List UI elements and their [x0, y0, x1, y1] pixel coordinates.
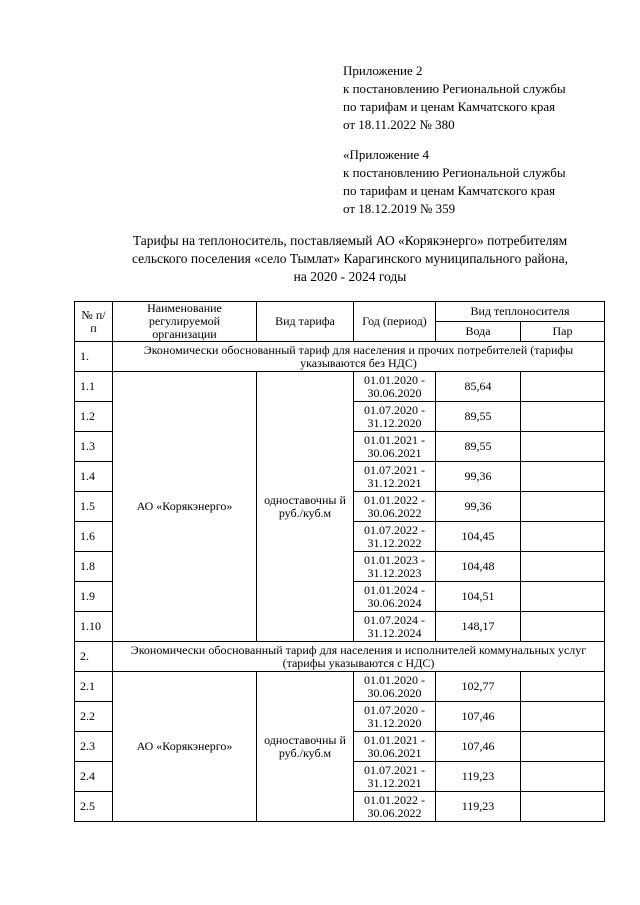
row-num: 2.5 — [75, 792, 113, 822]
period-to: 31.12.2023 — [367, 565, 422, 580]
steam-tariff — [521, 522, 605, 552]
period-to: 31.12.2022 — [367, 535, 422, 550]
period-to: 30.06.2022 — [367, 805, 422, 820]
steam-tariff — [521, 672, 605, 702]
steam-tariff — [521, 732, 605, 762]
row-num: 2.2 — [75, 702, 113, 732]
steam-tariff — [521, 612, 605, 642]
row-num: 1.1 — [75, 372, 113, 402]
appendix-original-line: по тарифам и ценам Камчатского края — [343, 183, 556, 198]
water-tariff: 148,17 — [436, 612, 521, 642]
water-tariff: 107,46 — [436, 732, 521, 762]
section-num: 2. — [75, 642, 113, 672]
period-from: 01.01.2020 - — [364, 672, 425, 687]
period-to: 30.06.2024 — [367, 595, 422, 610]
header-organization: Наименование регулируемой организации — [113, 302, 257, 342]
water-tariff: 107,46 — [436, 702, 521, 732]
period-cell — [354, 432, 436, 462]
water-tariff: 119,23 — [436, 762, 521, 792]
appendix-current-line: Приложение 2 — [343, 63, 423, 78]
organization-name: АО «Корякэнерго» — [113, 372, 257, 642]
period-from: 01.01.2020 - — [364, 372, 425, 387]
header-period: Год (период) — [354, 302, 436, 342]
period-to: 30.06.2022 — [367, 505, 422, 520]
period-cell — [354, 552, 436, 582]
title-line: на 2020 - 2024 годы — [293, 269, 407, 284]
row-num: 2.4 — [75, 762, 113, 792]
header-steam: Пар — [521, 322, 605, 342]
appendix-current-line: от 18.11.2022 № 380 — [343, 117, 455, 132]
period-cell — [354, 492, 436, 522]
steam-tariff — [521, 372, 605, 402]
title-line: Тарифы на теплоноситель, поставляемый АО «Корякэнерго» потребителям — [132, 233, 568, 248]
period-from: 01.01.2021 - — [364, 732, 425, 747]
row-num: 2.1 — [75, 672, 113, 702]
steam-tariff — [521, 402, 605, 432]
period-to: 30.06.2020 — [367, 385, 422, 400]
period-cell — [354, 372, 436, 402]
row-num: 1.9 — [75, 582, 113, 612]
appendix-original-line: к постановлению Региональной службы — [343, 165, 566, 180]
water-tariff: 89,55 — [436, 432, 521, 462]
steam-tariff — [521, 762, 605, 792]
period-cell — [354, 702, 436, 732]
section-header-row — [75, 342, 605, 372]
period-to: 31.12.2024 — [367, 625, 422, 640]
title-line: сельского поселения «село Тымлат» Карагинского муниципального района, — [131, 251, 569, 266]
row-num: 1.3 — [75, 432, 113, 462]
table-row — [75, 672, 605, 702]
row-num: 2.3 — [75, 732, 113, 762]
water-tariff: 99,36 — [436, 492, 521, 522]
water-tariff: 102,77 — [436, 672, 521, 702]
water-tariff: 85,64 — [436, 372, 521, 402]
period-cell — [354, 612, 436, 642]
period-from: 01.07.2022 - — [364, 522, 425, 537]
period-to: 31.12.2021 — [367, 475, 422, 490]
header-num: № п/п — [75, 302, 113, 342]
period-to: 30.06.2020 — [367, 685, 422, 700]
steam-tariff — [521, 792, 605, 822]
period-from: 01.07.2021 - — [364, 762, 425, 777]
appendix-original-line: от 18.12.2019 № 359 — [343, 201, 456, 216]
document-title — [60, 232, 640, 286]
section-title: Экономически обоснованный тариф для населения и исполнителей коммунальных услуг (тарифы указываются с НДС) — [113, 642, 605, 672]
steam-tariff — [521, 702, 605, 732]
period-to: 31.12.2021 — [367, 775, 422, 790]
period-from: 01.01.2024 - — [364, 582, 425, 597]
tariff-type: одноставочны й руб./куб.м — [257, 372, 354, 642]
period-cell — [354, 732, 436, 762]
appendix-current-line: к постановлению Региональной службы — [343, 81, 566, 96]
row-num: 1.2 — [75, 402, 113, 432]
steam-tariff — [521, 552, 605, 582]
header-water: Вода — [436, 322, 521, 342]
period-cell — [354, 762, 436, 792]
period-cell — [354, 462, 436, 492]
row-num: 1.5 — [75, 492, 113, 522]
appendix-current — [343, 62, 566, 134]
header-carrier: Вид теплоносителя — [436, 302, 605, 322]
water-tariff: 89,55 — [436, 402, 521, 432]
period-cell — [354, 672, 436, 702]
period-cell — [354, 792, 436, 822]
period-to: 31.12.2020 — [367, 415, 422, 430]
period-from: 01.07.2020 - — [364, 402, 425, 417]
water-tariff: 104,48 — [436, 552, 521, 582]
steam-tariff — [521, 492, 605, 522]
tariff-type: одноставочны й руб./куб.м — [257, 672, 354, 822]
period-to: 30.06.2021 — [367, 745, 422, 760]
row-num: 1.6 — [75, 522, 113, 552]
tariff-table — [74, 301, 605, 822]
period-from: 01.01.2023 - — [364, 552, 425, 567]
period-from: 01.07.2020 - — [364, 702, 425, 717]
row-num: 1.10 — [75, 612, 113, 642]
organization-name: АО «Корякэнерго» — [113, 672, 257, 822]
period-from: 01.01.2021 - — [364, 432, 425, 447]
water-tariff: 119,23 — [436, 792, 521, 822]
section-header-row — [75, 642, 605, 672]
appendix-current-line: по тарифам и ценам Камчатского края — [343, 99, 556, 114]
period-cell — [354, 582, 436, 612]
steam-tariff — [521, 462, 605, 492]
period-cell — [354, 522, 436, 552]
section-num: 1. — [75, 342, 113, 372]
row-num: 1.4 — [75, 462, 113, 492]
period-from: 01.01.2022 - — [364, 492, 425, 507]
steam-tariff — [521, 582, 605, 612]
header-tariff-type: Вид тарифа — [257, 302, 354, 342]
row-num: 1.8 — [75, 552, 113, 582]
period-from: 01.01.2022 - — [364, 792, 425, 807]
water-tariff: 104,51 — [436, 582, 521, 612]
appendix-original-line: «Приложение 4 — [343, 147, 430, 162]
water-tariff: 104,45 — [436, 522, 521, 552]
table-header-row — [75, 302, 605, 322]
water-tariff: 99,36 — [436, 462, 521, 492]
period-to: 30.06.2021 — [367, 445, 422, 460]
period-from: 01.07.2024 - — [364, 612, 425, 627]
period-to: 31.12.2020 — [367, 715, 422, 730]
period-cell — [354, 402, 436, 432]
steam-tariff — [521, 432, 605, 462]
table-row — [75, 372, 605, 402]
section-title: Экономически обоснованный тариф для населения и прочих потребителей (тарифы указываются без НДС) — [113, 342, 605, 372]
appendix-original — [343, 146, 566, 218]
period-from: 01.07.2021 - — [364, 462, 425, 477]
